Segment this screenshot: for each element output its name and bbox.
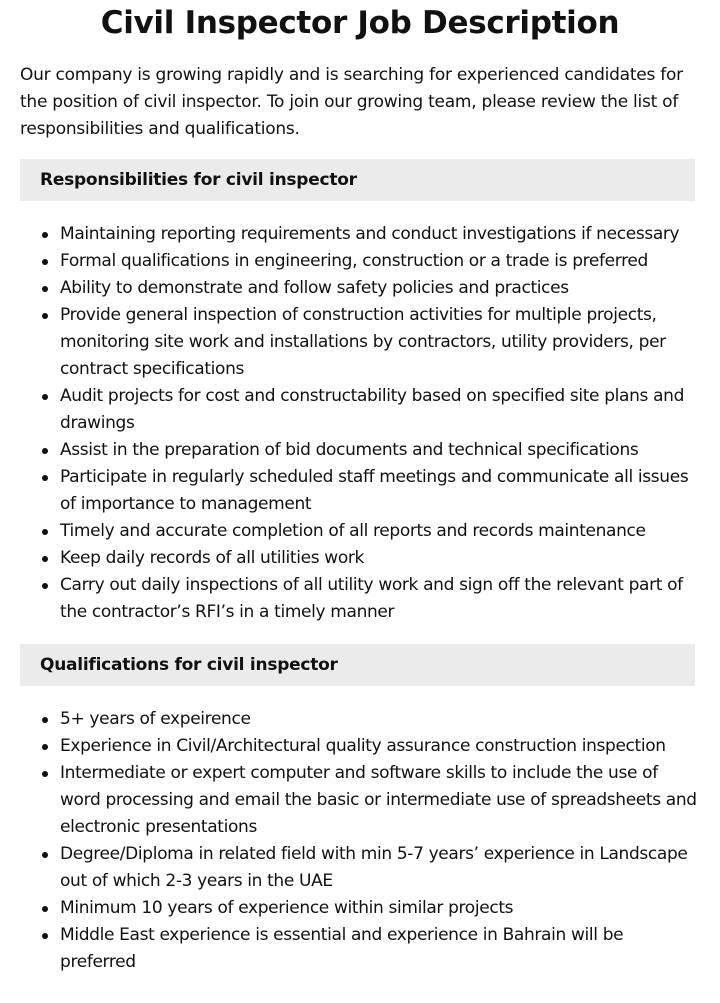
responsibility-item: Ability to demonstrate and follow safety policies and practices — [20, 275, 698, 302]
qualifications-header — [20, 644, 695, 686]
qualification-item: Degree/Diploma in related field with min 5-7 years’ experience in Landscape out of which 2-3 years in the UAE — [20, 841, 698, 895]
responsibility-item: Keep daily records of all utilities work — [20, 545, 698, 572]
responsibility-item: Provide general inspection of construction activities for multiple projects, monitoring site work and installations by contractors, utility providers, per contract specifications — [20, 302, 698, 383]
intro-paragraph: Our company is growing rapidly and is searching for experienced candidates for the position of civil inspector. To join our growing team, please review the list of responsibilities and qualifications. — [20, 65, 683, 139]
responsibility-item: Participate in regularly scheduled staff meetings and communicate all issues of importance to management — [20, 464, 698, 518]
qualification-item: Minimum 10 years of experience within similar projects — [20, 895, 698, 922]
qualifications-heading: Qualifications for civil inspector — [40, 655, 338, 675]
qualification-item: Intermediate or expert computer and software skills to include the use of word processing and email the basic or intermediate use of spreadsheets and electronic presentations — [20, 760, 698, 841]
responsibility-item: Assist in the preparation of bid documents and technical specifications — [20, 437, 698, 464]
qualification-item: 5+ years of expeirence — [20, 706, 698, 733]
responsibilities-header — [20, 159, 695, 201]
responsibility-item: Carry out daily inspections of all utility work and sign off the relevant part of the contractor’s RFI’s in a timely manner — [20, 572, 698, 626]
responsibility-item: Audit projects for cost and constructability based on specified site plans and drawings — [20, 383, 698, 437]
responsibility-item: Timely and accurate completion of all reports and records maintenance — [20, 518, 698, 545]
page-title: Civil Inspector Job Description — [100, 5, 620, 41]
qualification-item: Experience in Civil/Architectural quality assurance construction inspection — [20, 733, 698, 760]
responsibility-item: Formal qualifications in engineering, construction or a trade is preferred — [20, 248, 698, 275]
qualification-item: Middle East experience is essential and experience in Bahrain will be preferred — [20, 922, 698, 976]
responsibilities-list — [20, 221, 698, 626]
responsibilities-heading: Responsibilities for civil inspector — [40, 170, 357, 190]
qualifications-list — [20, 706, 698, 976]
responsibility-item: Maintaining reporting requirements and conduct investigations if necessary — [20, 221, 698, 248]
